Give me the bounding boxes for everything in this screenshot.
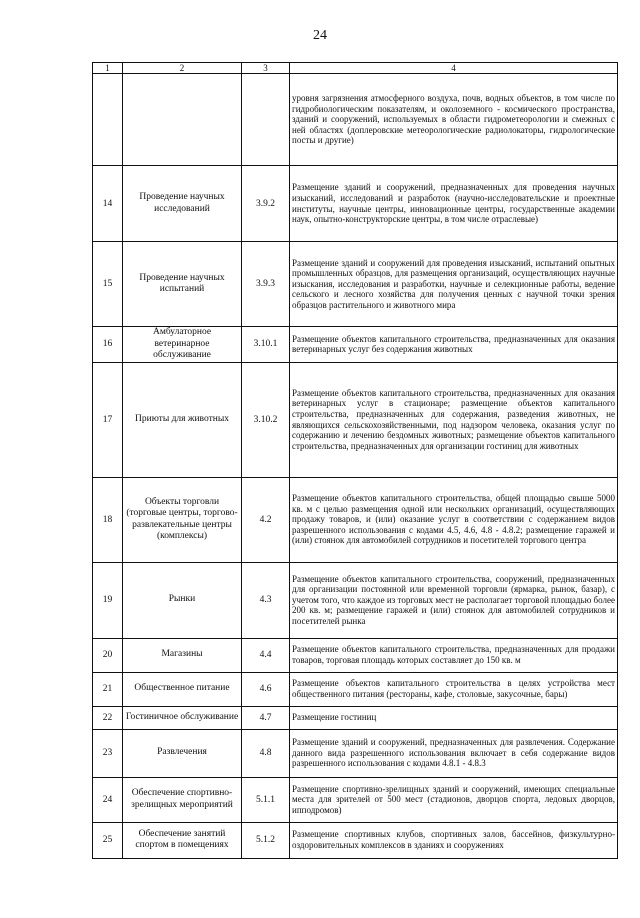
column-header: 4 bbox=[290, 63, 618, 74]
use-type-code: 4.2 bbox=[242, 477, 290, 562]
row-number: 17 bbox=[93, 362, 123, 477]
row-number: 21 bbox=[93, 672, 123, 706]
table-row bbox=[93, 822, 618, 858]
table-row bbox=[93, 638, 618, 672]
use-type-description: Размещение объектов капитального строительства, сооружений, предназначенных для организации постоянной или временной торговли (ярмарка, рынок, базар), с учетом того, что каждое из торговых мест не располагает торговой площадью более 200 кв. м; размещение гаражей и (или) стоянок для автомобилей сотрудников и посетителей рынка bbox=[290, 562, 618, 638]
table-header-row bbox=[93, 63, 618, 74]
use-type-description: Размещение зданий и сооружений, предназначенных для развлечения. Содержание данного вида разрешенного использования включает в себя содержание видов разрешенного использования с кодами 4.8.1 - 4.8.3 bbox=[290, 729, 618, 777]
use-type-name: Гостиничное обслуживание bbox=[123, 706, 242, 729]
column-header: 3 bbox=[242, 63, 290, 74]
column-header: 2 bbox=[123, 63, 242, 74]
use-type-description: уровня загрязнения атмосферного воздуха, почв, водных объектов, в том числе по гидробиологическим показателям, и околоземного - космического пространства, зданий и сооружений, используемых в области гидрометеорологии и смежных с ней областях (доплеровские метеорологические радиолокаторы, гидрологические посты и другие) bbox=[290, 74, 618, 166]
table-row bbox=[93, 362, 618, 477]
page-number: 24 bbox=[313, 28, 327, 43]
use-type-name bbox=[123, 74, 242, 166]
use-type-code bbox=[242, 74, 290, 166]
use-type-code: 5.1.1 bbox=[242, 777, 290, 822]
use-type-code: 3.9.3 bbox=[242, 242, 290, 327]
table-row bbox=[93, 777, 618, 822]
use-type-name: Общественное питание bbox=[123, 672, 242, 706]
use-type-code: 3.10.1 bbox=[242, 327, 290, 363]
use-type-description: Размещение объектов капитального строительства, предназначенных для оказания ветеринарных услуг без содержания животных bbox=[290, 327, 618, 363]
row-number: 25 bbox=[93, 822, 123, 858]
use-type-code: 3.10.2 bbox=[242, 362, 290, 477]
use-type-name: Проведение научных исследований bbox=[123, 166, 242, 242]
use-type-name: Обеспечение спортивно-зрелищных мероприятий bbox=[123, 777, 242, 822]
row-number bbox=[93, 74, 123, 166]
use-type-description: Размещение зданий и сооружений, предназначенных для проведения научных изысканий, исследований и разработок (научно-исследовательские и проектные институты, научные центры, инновационные центры, государственные академии наук, опытно-конструкторские центры, в том числе отраслевые) bbox=[290, 166, 618, 242]
row-number: 22 bbox=[93, 706, 123, 729]
use-type-code: 4.8 bbox=[242, 729, 290, 777]
use-type-code: 3.9.2 bbox=[242, 166, 290, 242]
row-number: 16 bbox=[93, 327, 123, 363]
table-row bbox=[93, 74, 618, 166]
row-number: 23 bbox=[93, 729, 123, 777]
row-number: 20 bbox=[93, 638, 123, 672]
row-number: 14 bbox=[93, 166, 123, 242]
use-type-name: Обеспечение занятий спортом в помещениях bbox=[123, 822, 242, 858]
use-type-description: Размещение объектов капитального строительства, предназначенных для оказания ветеринарных услуг в стационаре; размещение объектов капитального строительства, предназначенных для содержания, разведения животных, не являющихся сельскохозяйственными, под надзором человека, оказания услуг по содержанию и лечению бездомных животных; размещение объектов капитального строительства, предназначенных для организации гостиниц для животных bbox=[290, 362, 618, 477]
table-row bbox=[93, 477, 618, 562]
row-number: 24 bbox=[93, 777, 123, 822]
use-type-description: Размещение объектов капитального строительства в целях устройства мест общественного питания (рестораны, кафе, столовые, закусочные, бары) bbox=[290, 672, 618, 706]
use-type-code: 4.6 bbox=[242, 672, 290, 706]
use-type-description: Размещение спортивных клубов, спортивных залов, бассейнов, физкультурно-оздоровительных комплексов в зданиях и сооружениях bbox=[290, 822, 618, 858]
table-row bbox=[93, 672, 618, 706]
table-row bbox=[93, 562, 618, 638]
row-number: 19 bbox=[93, 562, 123, 638]
use-type-description: Размещение объектов капитального строительства, общей площадью свыше 5000 кв. м с целью размещения одной или нескольких организаций, осуществляющих продажу товаров, и (или) оказание услуг в соответствии с содержанием видов разрешенного использования с кодами 4.5, 4.6, 4.8 - 4.8.2; размещение гаражей и (или) стоянок для автомобилей сотрудников и посетителей торгового центра bbox=[290, 477, 618, 562]
use-type-code: 4.4 bbox=[242, 638, 290, 672]
use-type-description: Размещение объектов капитального строительства, предназначенных для продажи товаров, торговая площадь которых составляет до 150 кв. м bbox=[290, 638, 618, 672]
table-row bbox=[93, 166, 618, 242]
table-row bbox=[93, 729, 618, 777]
use-type-name: Магазины bbox=[123, 638, 242, 672]
use-type-name: Развлечения bbox=[123, 729, 242, 777]
table-row bbox=[93, 242, 618, 327]
use-type-name: Объекты торговли (торговые центры, торгово-развлекательные центры (комплексы) bbox=[123, 477, 242, 562]
land-use-table bbox=[92, 62, 618, 859]
use-type-name: Рынки bbox=[123, 562, 242, 638]
use-type-code: 5.1.2 bbox=[242, 822, 290, 858]
table-row bbox=[93, 706, 618, 729]
use-type-code: 4.3 bbox=[242, 562, 290, 638]
table-row bbox=[93, 327, 618, 363]
use-type-description: Размещение спортивно-зрелищных зданий и сооружений, имеющих специальные места для зрителей от 500 мест (стадионов, дворцов спорта, ледовых дворцов, ипподромов) bbox=[290, 777, 618, 822]
row-number: 15 bbox=[93, 242, 123, 327]
use-type-name: Проведение научных испытаний bbox=[123, 242, 242, 327]
row-number: 18 bbox=[93, 477, 123, 562]
use-type-code: 4.7 bbox=[242, 706, 290, 729]
use-type-description: Размещение зданий и сооружений для проведения изысканий, испытаний опытных промышленных образцов, для размещения организаций, осуществляющих научные изыскания, исследования и разработки, научные и селекционные работы, ведение сельского и лесного хозяйства для получения ценных с научной точки зрения образцов растительного и животного мира bbox=[290, 242, 618, 327]
use-type-name: Приюты для животных bbox=[123, 362, 242, 477]
use-type-name: Амбулаторное ветеринарное обслуживание bbox=[123, 327, 242, 363]
column-header: 1 bbox=[93, 63, 123, 74]
use-type-description: Размещение гостиниц bbox=[290, 706, 618, 729]
